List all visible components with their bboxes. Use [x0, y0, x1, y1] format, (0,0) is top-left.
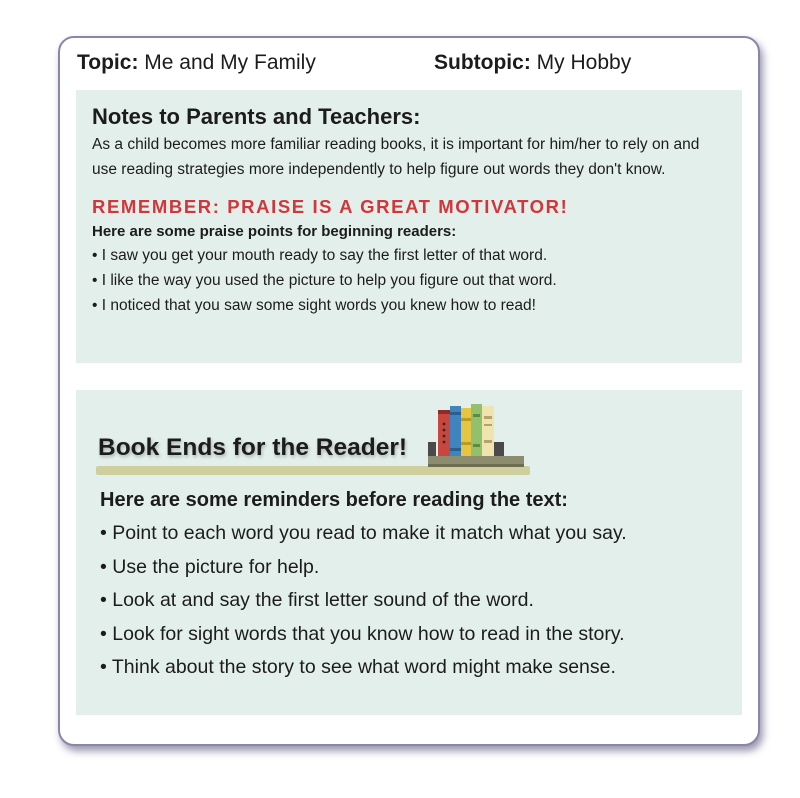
subtopic-value: My Hobby [536, 51, 632, 74]
remember-heading: REMEMBER: PRAISE IS A GREAT MOTIVATOR! [92, 196, 569, 217]
reader-intro: Here are some reminders before reading the text: [100, 489, 568, 511]
praise-list [92, 243, 714, 318]
list-item: • I like the way you used the picture to help you figure out that word. [92, 272, 557, 289]
list-item: • Point to each word you read to make it match what you say. [100, 522, 627, 544]
list-item: • Look for sight words that you know how to read in the story. [100, 622, 625, 645]
reminders-list [100, 517, 720, 685]
subtopic [434, 50, 631, 76]
notes-body: As a child becomes more familiar reading books, it is important for him/her to rely on and use reading strategies more independently to help figure out words they don't know. [92, 136, 700, 178]
notes-panel [76, 90, 742, 363]
praise-intro: Here are some praise points for beginning readers: [92, 223, 457, 240]
list-item: • I noticed that you saw some sight words you knew how to read! [92, 297, 536, 314]
topic-value: Me and My Family [144, 51, 316, 74]
notes-content [92, 102, 714, 318]
notes-title: Notes to Parents and Teachers: [92, 104, 421, 129]
reader-header [90, 404, 534, 480]
reader-panel [76, 390, 742, 715]
subtopic-label: Subtopic: [434, 51, 531, 74]
reader-title: Book Ends for the Reader! [98, 434, 408, 461]
list-item: • Use the picture for help. [100, 555, 320, 578]
worksheet-card [58, 36, 760, 746]
list-item: • Look at and say the first letter sound of the word. [100, 589, 534, 611]
topic [77, 50, 316, 76]
topic-label: Topic: [77, 51, 139, 74]
list-item: • Think about the story to see what word might make sense. [100, 656, 616, 678]
books-on-shelf-icon [428, 404, 524, 474]
list-item: • I saw you get your mouth ready to say the first letter of that word. [92, 247, 548, 264]
reader-content [100, 486, 720, 685]
